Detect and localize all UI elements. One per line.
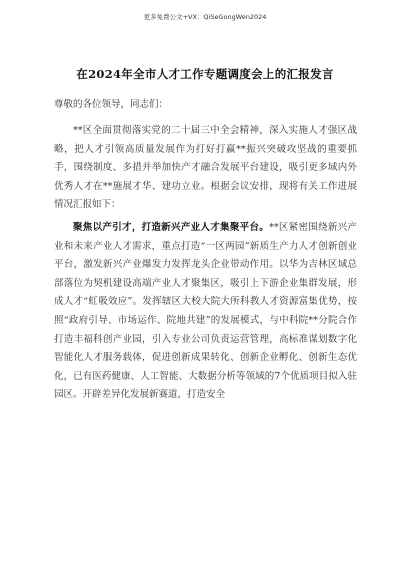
paragraph-heading: 聚焦以产引才，打造新兴产业人才集聚平台。 — [73, 221, 270, 233]
greeting-line: 尊敬的各位领导，同志们： — [54, 99, 169, 110]
paragraph-intro — [54, 122, 357, 215]
page-header: 更多免费公文+VX：QiSeGongWen2024 — [143, 13, 267, 21]
paragraph-talent-platform — [54, 219, 357, 405]
paragraph-text: **区紧密围绕新兴产业和未来产业人才需求，重点打造“一区两园”新质生产力人才创新创业平台，激发新兴产业爆发力发挥龙头企业带动作用。以华为吉林区域总部落位为契机建设高端产业人才聚集区，吸引上下游企业集群发展，形成人才“虹吸效应”。发挥辖区大校大院大所科教人才资源富集优势，按照“政府引导、市场运作、院地共建”的发展模式，与中科院**分院合作打造丰福科创产业园，引入专业公司负责运营管理，高标准谋划数字化智能化人才服务载体，促进创新成果转化、创新企业孵化、创新生态优化，已有医药健康、人工智能、大数据分析等领域的7个优质项目拟入驻园区。开辟差异化发展新赛道，打造安全 — [54, 221, 357, 401]
paragraph-text: **区全面贯彻落实党的二十届三中全会精神，深入实施人才强区战略，把人才引领高质量发展作为打好打赢**振兴突破攻坚战的重要抓手，围绕制度、多措并举加快产才融合发展平台建设，吸引更多域内外优秀人才在**施展才华、建功立业。根据会议安排，现将有关工作进展情况汇报如下： — [54, 125, 357, 211]
document-title: 在2024年全市人才工作专题调度会上的汇报发言 — [76, 67, 334, 81]
document-body — [54, 122, 357, 405]
